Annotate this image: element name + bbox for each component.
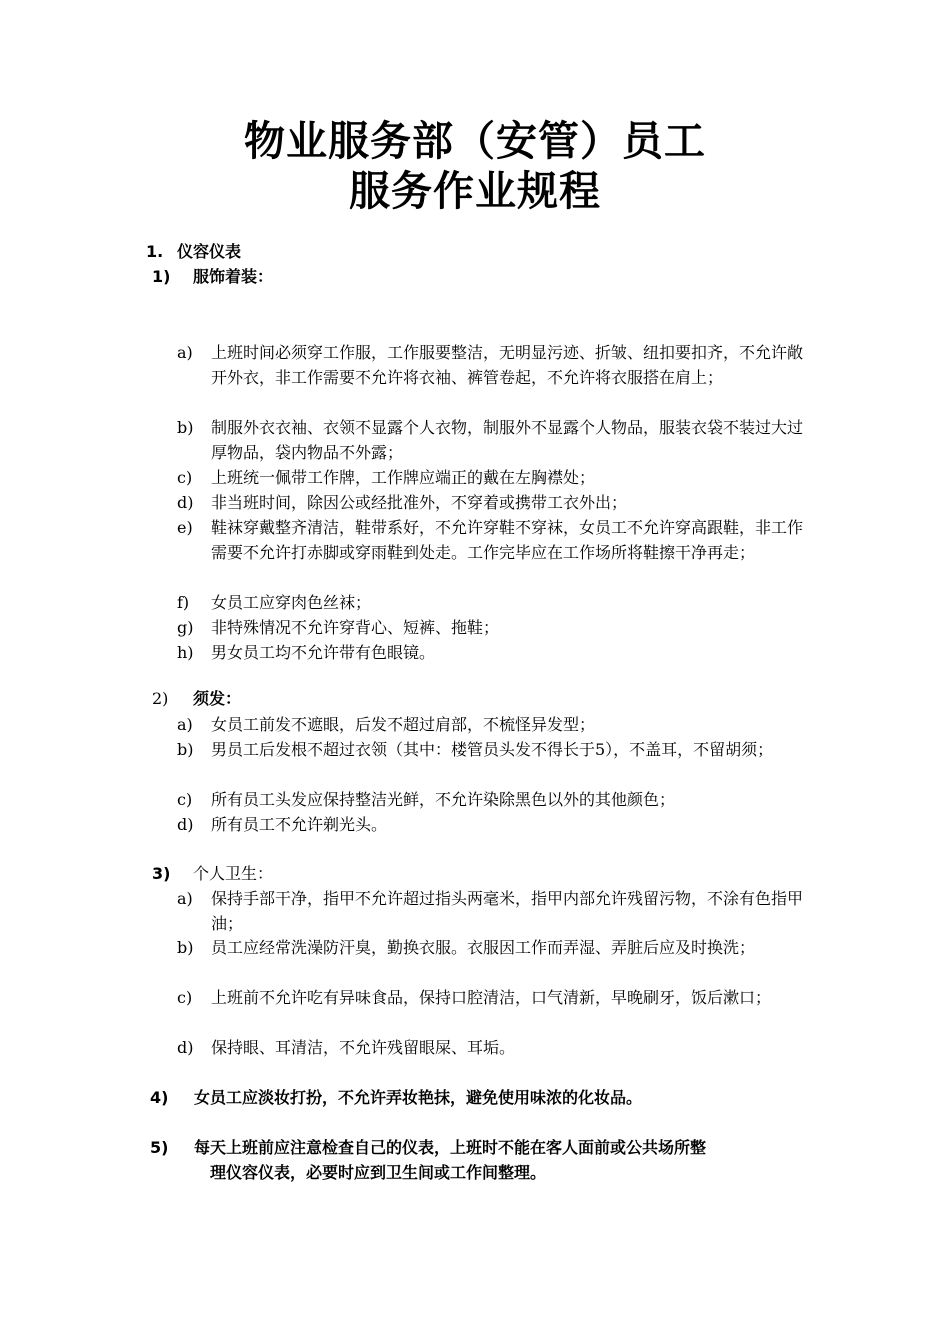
list-item-label: a) [177, 715, 193, 734]
list-item-label: a) [177, 889, 193, 908]
subsection-title: 个人卫生： [193, 864, 274, 883]
list-item-label: b) [177, 418, 194, 437]
appearance-check-line2: 理仪容仪表，必要时应到卫生间或工作间整理。 [210, 1163, 547, 1182]
document-title-line1: 物业服务部（安管）员工 [244, 117, 706, 165]
list-item-text: 非特殊情况不允许穿背心、短裤、拖鞋； [211, 618, 500, 637]
list-item-text: 上班统一佩带工作牌，工作牌应端正的戴在左胸襟处； [211, 468, 596, 487]
list-item-text: 所有员工不允许剃光头。 [211, 815, 388, 834]
subsection-title: 服饰着装： [193, 267, 274, 286]
makeup-rule-text: 女员工应淡妆打扮，不允许弄妆艳抹，避免使用味浓的化妆品。 [194, 1088, 643, 1107]
document-title-line2: 服务作业规程 [349, 167, 601, 215]
list-item-label: d) [177, 815, 194, 834]
list-item-label: e) [177, 518, 193, 537]
subsection-number: 2) [152, 689, 169, 708]
list-item-label: c) [177, 790, 193, 809]
list-item-text: 员工应经常洗澡防汗臭，勤换衣服。衣服因工作而弄湿、弄脏后应及时换洗； [211, 938, 756, 957]
section-title: 仪容仪表 [177, 242, 242, 261]
subsection-number: 3) [152, 864, 171, 883]
list-item-text: 保持眼、耳清洁，不允许残留眼屎、耳垢。 [211, 1038, 516, 1057]
list-item-label: a) [177, 343, 193, 362]
list-item-label: d) [177, 1038, 194, 1057]
list-item-text: 非当班时间，除因公或经批准外，不穿着或携带工衣外出； [211, 493, 628, 512]
list-item-label: b) [177, 740, 194, 759]
list-item-text: 所有员工头发应保持整洁光鲜，不允许染除黑色以外的其他颜色； [211, 790, 676, 809]
list-item-text: 制服外衣衣袖、衣领不显露个人衣物，制服外不显露个人物品，服装衣袋不装过大过厚物品，袋内物品不外露； [211, 418, 804, 462]
subsection-number: 4) [150, 1088, 169, 1107]
list-item-text: 保持手部干净，指甲不允许超过指头两毫米，指甲内部允许残留污物，不涂有色指甲油； [211, 889, 804, 933]
list-item-label: d) [177, 493, 194, 512]
subsection-title: 须发： [193, 689, 242, 708]
list-item-label: h) [177, 643, 194, 662]
list-item-text: 男员工后发根不超过衣领（其中：楼管员头发不得长于5），不盖耳，不留胡须； [211, 740, 774, 759]
list-item-text: 男女员工均不允许带有色眼镜。 [211, 643, 436, 662]
list-item-text: 上班时间必须穿工作服，工作服要整洁，无明显污迹、折皱、纽扣要扣齐，不允许敞开外衣，非工作需要不允许将衣袖、裤管卷起，不允许将衣服搭在肩上； [211, 343, 804, 387]
appearance-check-line1: 每天上班前应注意检查自己的仪表，上班时不能在客人面前或公共场所整 [194, 1138, 707, 1157]
list-item-label: c) [177, 468, 193, 487]
subsection-number: 1) [152, 267, 171, 286]
list-item-label: f) [177, 593, 190, 612]
list-item-text: 上班前不允许吃有异味食品，保持口腔清洁，口气清新，早晚刷牙，饭后漱口； [211, 988, 772, 1007]
section-number: 1. [146, 242, 164, 261]
subsection-number: 5) [150, 1138, 169, 1157]
list-item-text: 女员工前发不遮眼，后发不超过肩部，不梳怪异发型； [211, 715, 596, 734]
list-item-text: 鞋袜穿戴整齐清洁，鞋带系好，不允许穿鞋不穿袜，女员工不允许穿高跟鞋，非工作需要不允许打赤脚或穿雨鞋到处走。工作完毕应在工作场所将鞋擦干净再走； [211, 518, 804, 562]
list-item-label: g) [177, 618, 194, 637]
list-item-text: 女员工应穿肉色丝袜； [211, 593, 372, 612]
list-item-label: c) [177, 988, 193, 1007]
list-item-label: b) [177, 938, 194, 957]
